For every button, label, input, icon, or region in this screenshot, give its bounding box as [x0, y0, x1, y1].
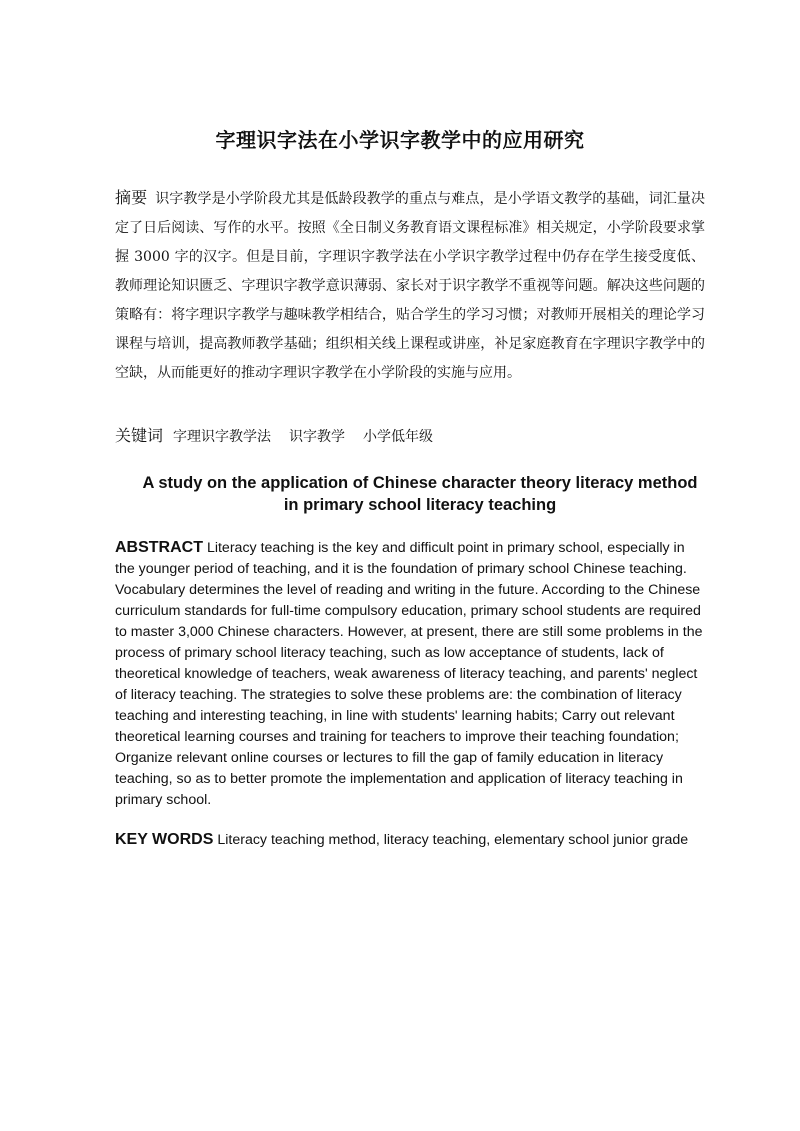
english-keywords-text: Literacy teaching method, literacy teaching, elementary school junior grade — [217, 832, 689, 848]
english-abstract-text: Literacy teaching is the key and difficult point in primary school, especially in the younger period of teaching, and it is the foundation of primary school Chinese teaching. Vocabulary determines the level of reading and writing in the future. According to the Chinese curriculum standards for full-time compulsory education, primary school students are required to master 3,000 Chinese characters. However, at present, there are still some problems in the process of primary school literacy teaching, such as low acceptance of students, lack of theoretical knowledge of teachers, weak awareness of literacy teaching, and parents' neglect of literacy teaching. The strategies to solve these problems are: the combination of literacy teaching and interesting teaching, in line with students' learning habits; Carry out relevant theoretical learning courses and training for teachers to improve their teaching foundation; Organize relevant online courses or lectures to fill the gap of family education in literacy teaching, so as to better promote the implementation and application of literacy teaching in primary school. — [115, 540, 703, 808]
chinese-keyword: 小学低年级 — [363, 429, 434, 445]
chinese-keyword: 识字教学 — [289, 429, 346, 445]
english-title — [140, 472, 700, 516]
chinese-keywords-label: 关键词 — [115, 426, 164, 445]
chinese-keyword: 字理识字教学法 — [173, 429, 272, 445]
english-keywords — [115, 829, 705, 851]
chinese-abstract-text: 识字教学是小学阶段尤其是低龄段教学的重点与难点，是小学语文教学的基础，词汇量决定了日后阅读、写作的水平。按照《全日制义务教育语文课程标准》相关规定，小学阶段要求掌握 3000 字的汉字。但是目前，字理识字教学法在小学识字教学过程中仍存在学生接受度低、教师理论知识匮乏、字理识字教学意识薄弱、家长对于识字教学不重视等问题。解决这些问题的策略有：将字理识字教学与趣味教学相结合，贴合学生的学习习惯；对教师开展相关的理论学习课程与培训，提高教师教学基础；组织相关线上课程或讲座，补足家庭教育在字理识字教学中的空缺，从而能更好的推动字理识字教学在小学阶段的实施与应用。 — [115, 191, 705, 381]
english-keywords-label: KEY WORDS — [115, 831, 214, 848]
english-abstract-label: ABSTRACT — [115, 539, 203, 556]
chinese-title: 字理识字法在小学识字教学中的应用研究 — [215, 128, 585, 152]
chinese-keywords — [115, 426, 705, 447]
english-abstract — [115, 537, 705, 811]
english-title-line-1: A study on the application of Chinese character theory literacy method — [142, 474, 698, 492]
english-title-line-2: in primary school literacy teaching — [283, 496, 557, 514]
chinese-abstract — [115, 183, 705, 388]
chinese-abstract-label: 摘要 — [115, 188, 148, 207]
